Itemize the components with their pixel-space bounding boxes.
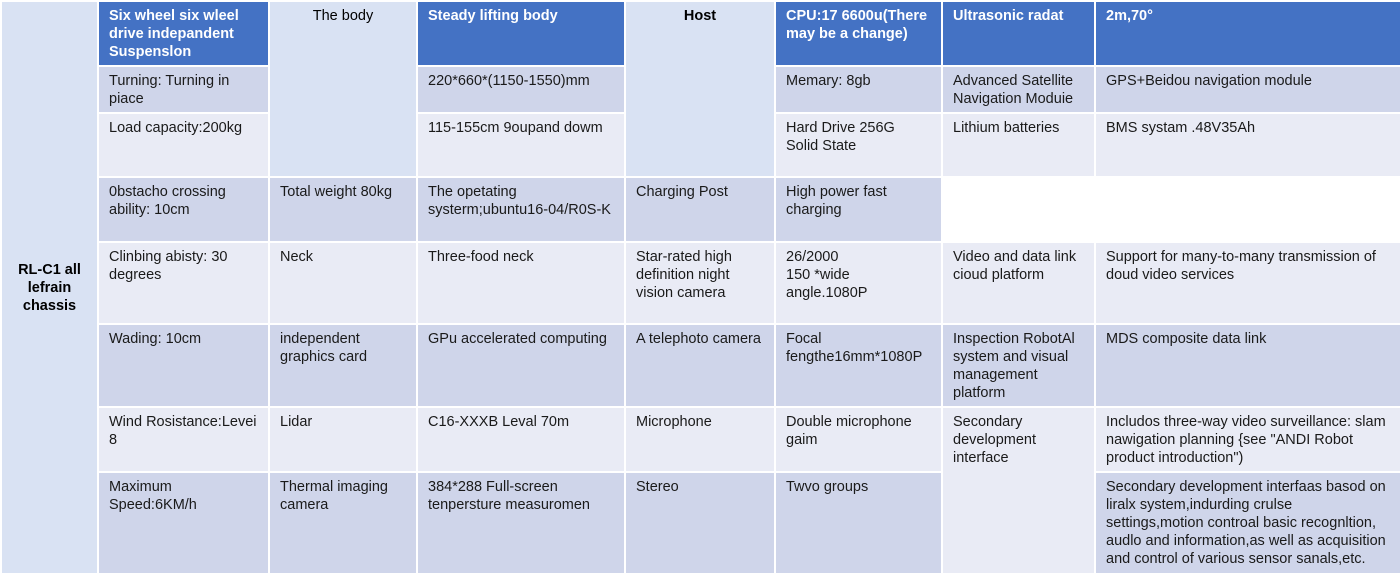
cell-module: Advanced Satellite Navigation Moduie xyxy=(942,66,1095,113)
cell-host: The opetating systerm;ubuntu16-04/R0S-K xyxy=(417,177,625,242)
cell-body: independent graphics card xyxy=(269,324,417,407)
cell-detail: High power fast charging xyxy=(775,177,942,242)
cell-module: Video and data link cioud platform xyxy=(942,242,1095,324)
cell-host: 26/2000 150 *wide angle.1080P xyxy=(775,242,942,324)
row-label: RL-C1 all lefrain chassis xyxy=(1,1,98,574)
cell-detail: BMS systam .48V35Ah xyxy=(1095,113,1400,177)
header-lifting-body: Steady lifting body xyxy=(417,1,625,66)
cell-lifting: Total weight 80kg xyxy=(269,177,417,242)
header-host: Host xyxy=(625,1,775,177)
cell-host: Twvo groups xyxy=(775,472,942,574)
cell-module: Charging Post xyxy=(625,177,775,242)
header-body: The body xyxy=(269,1,417,177)
table-row xyxy=(1,324,1400,407)
cell-chassis: Load capacity:200kg xyxy=(98,113,269,177)
cell-lifting: C16-XXXB Leval 70m xyxy=(417,407,625,472)
cell-lifting: 220*660*(1150-1550)mm xyxy=(417,66,625,113)
cell-chassis: Turning: Turning in piace xyxy=(98,66,269,113)
cell-body: Neck xyxy=(269,242,417,324)
cell-detail: Secondary development interfaas basod on liralx system,indurding crulse settings,motion controal basic recognltion, audlo and information,as well as acquisition and control of various sensor sanals,etc. xyxy=(1095,472,1400,574)
table-row xyxy=(1,472,1400,574)
header-ultrasonic: Ultrasonic radat xyxy=(942,1,1095,66)
cell-chassis: Clinbing abisty: 30 degrees xyxy=(98,242,269,324)
table-row xyxy=(1,242,1400,324)
cell-body: Lidar xyxy=(269,407,417,472)
cell-chassis: Maximum Speed:6KM/h xyxy=(98,472,269,574)
cell-host: Focal fengthe16mm*1080P xyxy=(775,324,942,407)
cell-module: Secondary development interface xyxy=(942,407,1095,574)
cell-camera: Stereo xyxy=(625,472,775,574)
cell-lifting: Three-food neck xyxy=(417,242,625,324)
cell-host: Hard Drive 256G Solid State xyxy=(775,113,942,177)
header-ultrasonic-value: 2m,70° xyxy=(1095,1,1400,66)
table-row xyxy=(1,177,1400,242)
cell-lifting: 115-155cm 9oupand dowm xyxy=(417,113,625,177)
header-suspension: Six wheel six wleel drive indepandent Suspenslon xyxy=(98,1,269,66)
cell-module: Lithium batteries xyxy=(942,113,1095,177)
cell-lifting: 384*288 Full-screen tenpersture measuromen xyxy=(417,472,625,574)
cell-detail: MDS composite data link xyxy=(1095,324,1400,407)
cell-lifting: GPu accelerated computing xyxy=(417,324,625,407)
cell-camera: Microphone xyxy=(625,407,775,472)
table-row xyxy=(1,407,1400,472)
header-row xyxy=(1,1,1400,66)
cell-chassis: 0bstacho crossing ability: 10cm xyxy=(98,177,269,242)
cell-detail: GPS+Beidou navigation module xyxy=(1095,66,1400,113)
cell-body: Thermal imaging camera xyxy=(269,472,417,574)
cell-module: Inspection RobotAl system and visual management platform xyxy=(942,324,1095,407)
cell-camera: Star-rated high definition night vision camera xyxy=(625,242,775,324)
cell-detail: Includos three-way video surveillance: slam nawigation planning {see "ANDI Robot product introduction") xyxy=(1095,407,1400,472)
cell-host: Memary: 8gb xyxy=(775,66,942,113)
cell-detail: Support for many-to-many transmission of doud video services xyxy=(1095,242,1400,324)
cell-camera: A telephoto camera xyxy=(625,324,775,407)
cell-host: Double microphone gaim xyxy=(775,407,942,472)
cell-chassis: Wading: 10cm xyxy=(98,324,269,407)
cell-chassis: Wind Rosistance:Levei 8 xyxy=(98,407,269,472)
header-cpu: CPU:17 6600u(There may be a change) xyxy=(775,1,942,66)
